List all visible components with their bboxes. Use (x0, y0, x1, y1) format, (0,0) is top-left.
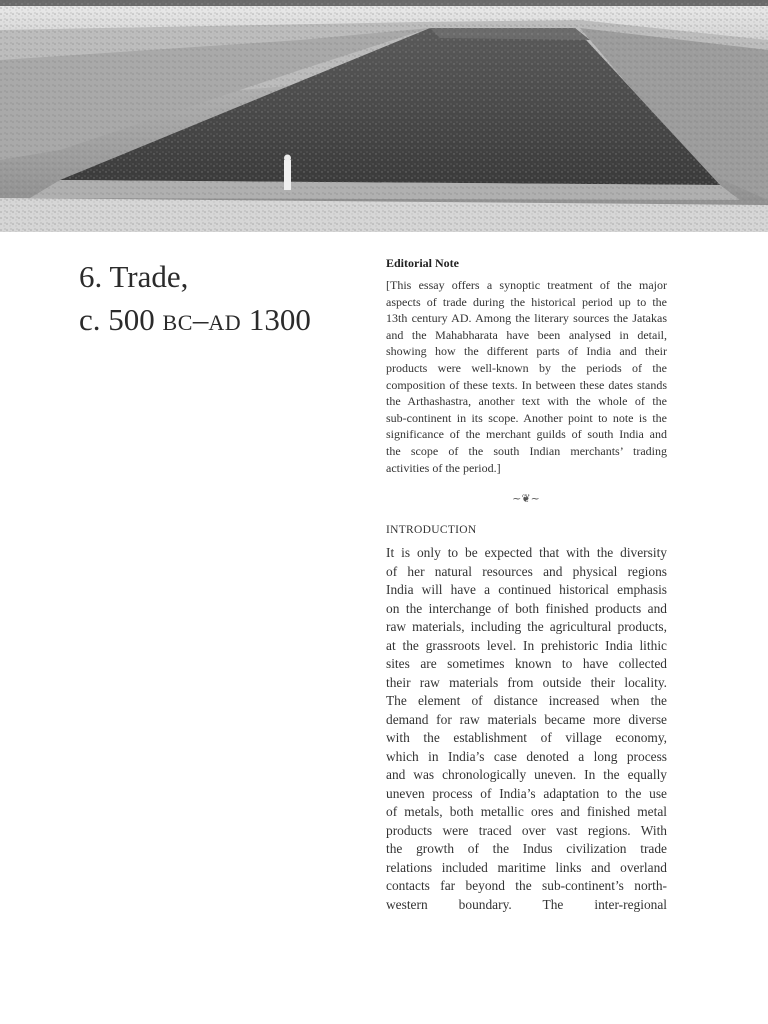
body-line: their raw materials from outside their locality. (386, 674, 667, 690)
body-line: products were traced over vast regions. With (386, 822, 667, 838)
editorial-line: the Arthashastra, another text with the whole of the (386, 394, 667, 409)
body-line: The element of distance increased when the (386, 693, 667, 708)
editorial-line: activities of the period.] (386, 460, 501, 475)
body-line: western boundary. The inter-regional (386, 896, 667, 912)
body-line: of her natural resources and physical regions (386, 563, 667, 579)
editorial-line: 13th century AD. Among the literary sources the Jatakas (386, 311, 667, 326)
title-prefix: c. 500 (79, 302, 163, 337)
title-dash: – (192, 302, 209, 337)
body-line: on the interchange of both finished products and (386, 600, 667, 616)
editorial-line: and the Mahabharata have been analysed in detail, (386, 327, 667, 342)
body-line: the growth of the Indus civilization trade (386, 841, 667, 856)
editorial-line: showing how the different parts of India and their (386, 344, 667, 359)
editorial-line: composition of these texts. In between these dates stands (386, 377, 667, 392)
editorial-line: the scope of the south Indian merchants’ trading (386, 443, 667, 458)
body-line: with the establishment of village economy, (386, 730, 667, 745)
title-year: 1300 (241, 302, 311, 337)
body-line: raw materials, including the agricultural products, (386, 619, 667, 634)
body-line: relations included maritime links and overland (386, 859, 667, 875)
body-line: of metals, both metallic ores and finished metal (386, 804, 667, 819)
editorial-line: significance of the merchant guilds of south India and (386, 427, 667, 442)
editorial-line: sub-continent in its scope. Another point to note is the (386, 410, 667, 425)
body-line: It is only to be expected that with the diversity (386, 545, 667, 560)
chapter-title (79, 255, 369, 344)
body-line: sites are sometimes known to have collected (386, 656, 667, 671)
title-bc: BC (162, 310, 193, 335)
editorial-note-heading: Editorial Note (386, 256, 459, 270)
title-ad: AD (208, 310, 242, 335)
editorial-line: [This essay offers a synoptic treatment of the major (386, 278, 667, 292)
body-line: demand for raw materials became more diverse (386, 711, 667, 727)
introduction-text (386, 544, 667, 914)
editorial-line: aspects of trade during the historical period up to the (386, 294, 667, 309)
introduction-heading: INTRODUCTION (386, 524, 477, 536)
header-photograph (0, 0, 768, 232)
body-line: contacts far beyond the sub-continent’s north- (386, 878, 667, 893)
chapter-title-line2 (79, 298, 369, 344)
photo-icon (0, 0, 768, 232)
editorial-note-text (386, 277, 667, 476)
body-line: which in India’s case denoted a long process (386, 748, 667, 764)
chapter-title-line1: 6. Trade, (79, 259, 189, 294)
body-line: and was chronologically uneven. In the equally (386, 767, 667, 782)
editorial-line: products were well-known by the periods of the (386, 360, 667, 375)
section-ornament: ~❦~ (512, 492, 540, 505)
body-line: India will have a continued historical emphasis (386, 582, 667, 597)
body-line: uneven process of India’s adaptation to the use (386, 785, 667, 801)
body-line: at the grassroots level. In prehistoric India lithic (386, 637, 667, 653)
